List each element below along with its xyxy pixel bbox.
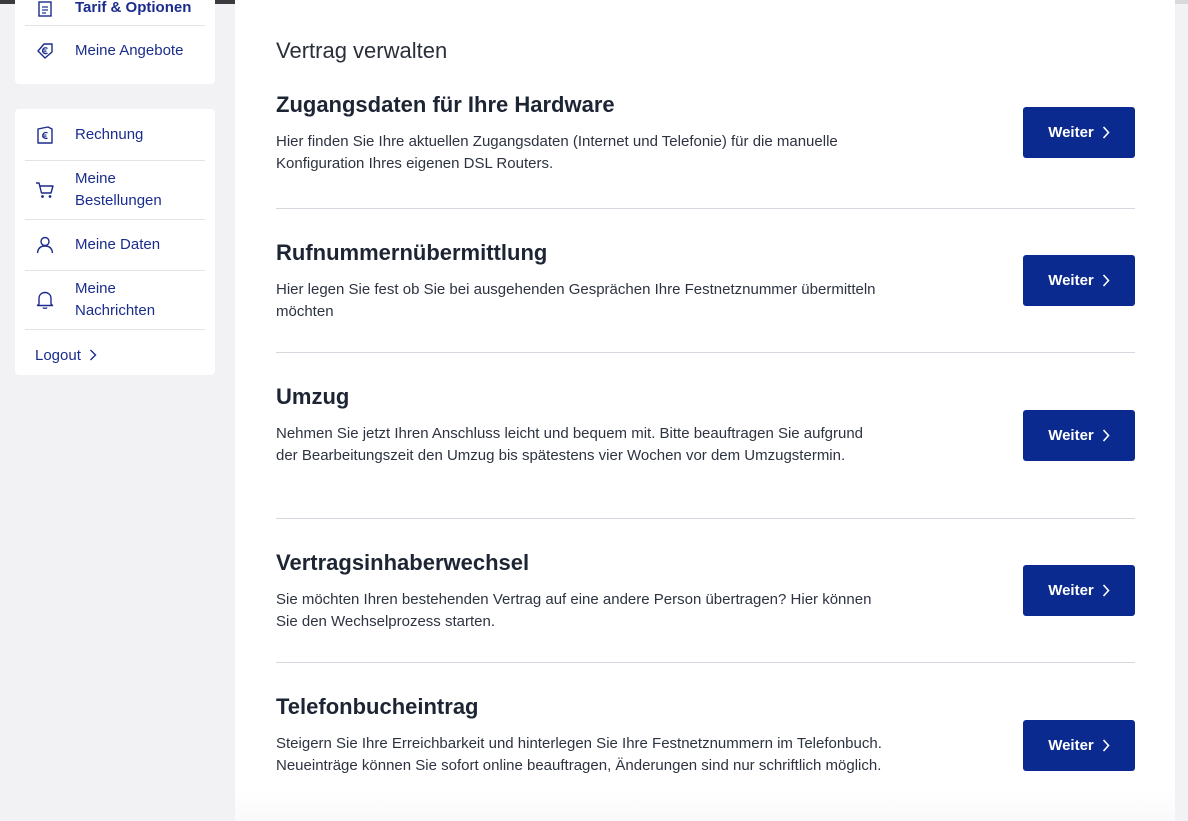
sidebar-item-label bbox=[75, 168, 162, 212]
option-description: Hier legen Sie fest ob Sie bei ausgehenden Gesprächen Ihre Festnetznummer übermitteln möchten bbox=[276, 281, 876, 320]
button-label: Weiter bbox=[1048, 124, 1094, 141]
sidebar-item-label bbox=[75, 278, 155, 322]
sidebar-item-label: Tarif & Optionen bbox=[75, 0, 192, 16]
button-label: Weiter bbox=[1048, 582, 1094, 599]
contract-option-row bbox=[276, 693, 1135, 803]
sidebar-item-label: Meine Angebote bbox=[75, 42, 184, 59]
chevron-right-icon bbox=[1102, 126, 1110, 139]
sidebar-item-tarif-optionen[interactable] bbox=[25, 0, 205, 26]
button-label: Weiter bbox=[1048, 737, 1094, 754]
sidebar-item-meine-angebote[interactable] bbox=[25, 26, 205, 76]
euro-tag-icon bbox=[35, 41, 55, 61]
sidebar-item-label: Meine Daten bbox=[75, 236, 161, 253]
contract-option-row bbox=[276, 549, 1135, 663]
logout-label: Logout bbox=[35, 346, 81, 364]
sidebar-item-label-line2: Nachrichten bbox=[75, 302, 156, 319]
option-description: Steigern Sie Ihre Erreichbarkeit und hinterlegen Sie Ihre Festnetznummern im Telefonbuch. Neueinträge können Sie sofort online beauftragen, Änderungen sind nur schriftlich möglich. bbox=[276, 735, 882, 774]
option-description: Sie möchten Ihren bestehenden Vertrag auf eine andere Person übertragen? Hier können Sie den Wechselprozess starten. bbox=[276, 591, 872, 630]
euro-document-icon bbox=[35, 125, 55, 145]
document-icon bbox=[35, 0, 55, 19]
sidebar-card-account bbox=[15, 109, 215, 375]
chevron-right-icon bbox=[1102, 584, 1110, 597]
sidebar-item-label-line1: Meine bbox=[75, 280, 116, 297]
sidebar-item-meine-bestellungen[interactable] bbox=[25, 161, 205, 220]
chevron-right-icon bbox=[1102, 429, 1110, 442]
sidebar-item-meine-daten[interactable] bbox=[25, 220, 205, 271]
sidebar-card-top bbox=[15, 0, 215, 84]
sidebar-item-rechnung[interactable] bbox=[25, 109, 205, 161]
button-label: Weiter bbox=[1048, 272, 1094, 289]
logout-link[interactable] bbox=[35, 330, 215, 380]
main-panel bbox=[235, 0, 1175, 821]
chevron-right-icon bbox=[1102, 274, 1110, 287]
page-title: Vertrag verwalten bbox=[276, 38, 448, 63]
weiter-button[interactable] bbox=[1023, 720, 1135, 771]
sidebar-item-label-line1: Meine bbox=[75, 170, 116, 187]
bottom-fade bbox=[235, 791, 1175, 821]
button-label: Weiter bbox=[1048, 427, 1094, 444]
chevron-right-icon bbox=[89, 349, 97, 361]
weiter-button[interactable] bbox=[1023, 410, 1135, 461]
sidebar-item-label-line2: Bestellungen bbox=[75, 192, 162, 209]
option-title: Telefonbucheintrag bbox=[276, 694, 479, 719]
option-title: Zugangsdaten für Ihre Hardware bbox=[276, 92, 615, 117]
user-icon bbox=[35, 235, 55, 255]
chevron-right-icon bbox=[1102, 739, 1110, 752]
weiter-button[interactable] bbox=[1023, 107, 1135, 158]
contract-option-row bbox=[276, 239, 1135, 353]
contract-option-row bbox=[276, 91, 1135, 209]
weiter-button[interactable] bbox=[1023, 565, 1135, 616]
option-title: Vertragsinhaberwechsel bbox=[276, 550, 530, 575]
sidebar-item-meine-nachrichten[interactable] bbox=[25, 271, 205, 330]
bell-icon bbox=[35, 290, 55, 310]
weiter-button[interactable] bbox=[1023, 255, 1135, 306]
sidebar-item-label: Rechnung bbox=[75, 125, 144, 143]
option-title: Umzug bbox=[276, 384, 350, 409]
option-title: Rufnummernübermittlung bbox=[276, 240, 548, 265]
option-description: Nehmen Sie jetzt Ihren Anschluss leicht und bequem mit. Bitte beauftragen Sie aufgrund der Bearbeitungszeit den Umzug bis spätestens vier Wochen vor dem Umzugstermin. bbox=[276, 425, 864, 464]
contract-option-row bbox=[276, 383, 1135, 519]
option-description: Hier finden Sie Ihre aktuellen Zugangsdaten (Internet und Telefonie) für die manuelle Konfiguration Ihres eigenen DSL Routers. bbox=[276, 133, 838, 172]
cart-icon bbox=[35, 180, 55, 200]
